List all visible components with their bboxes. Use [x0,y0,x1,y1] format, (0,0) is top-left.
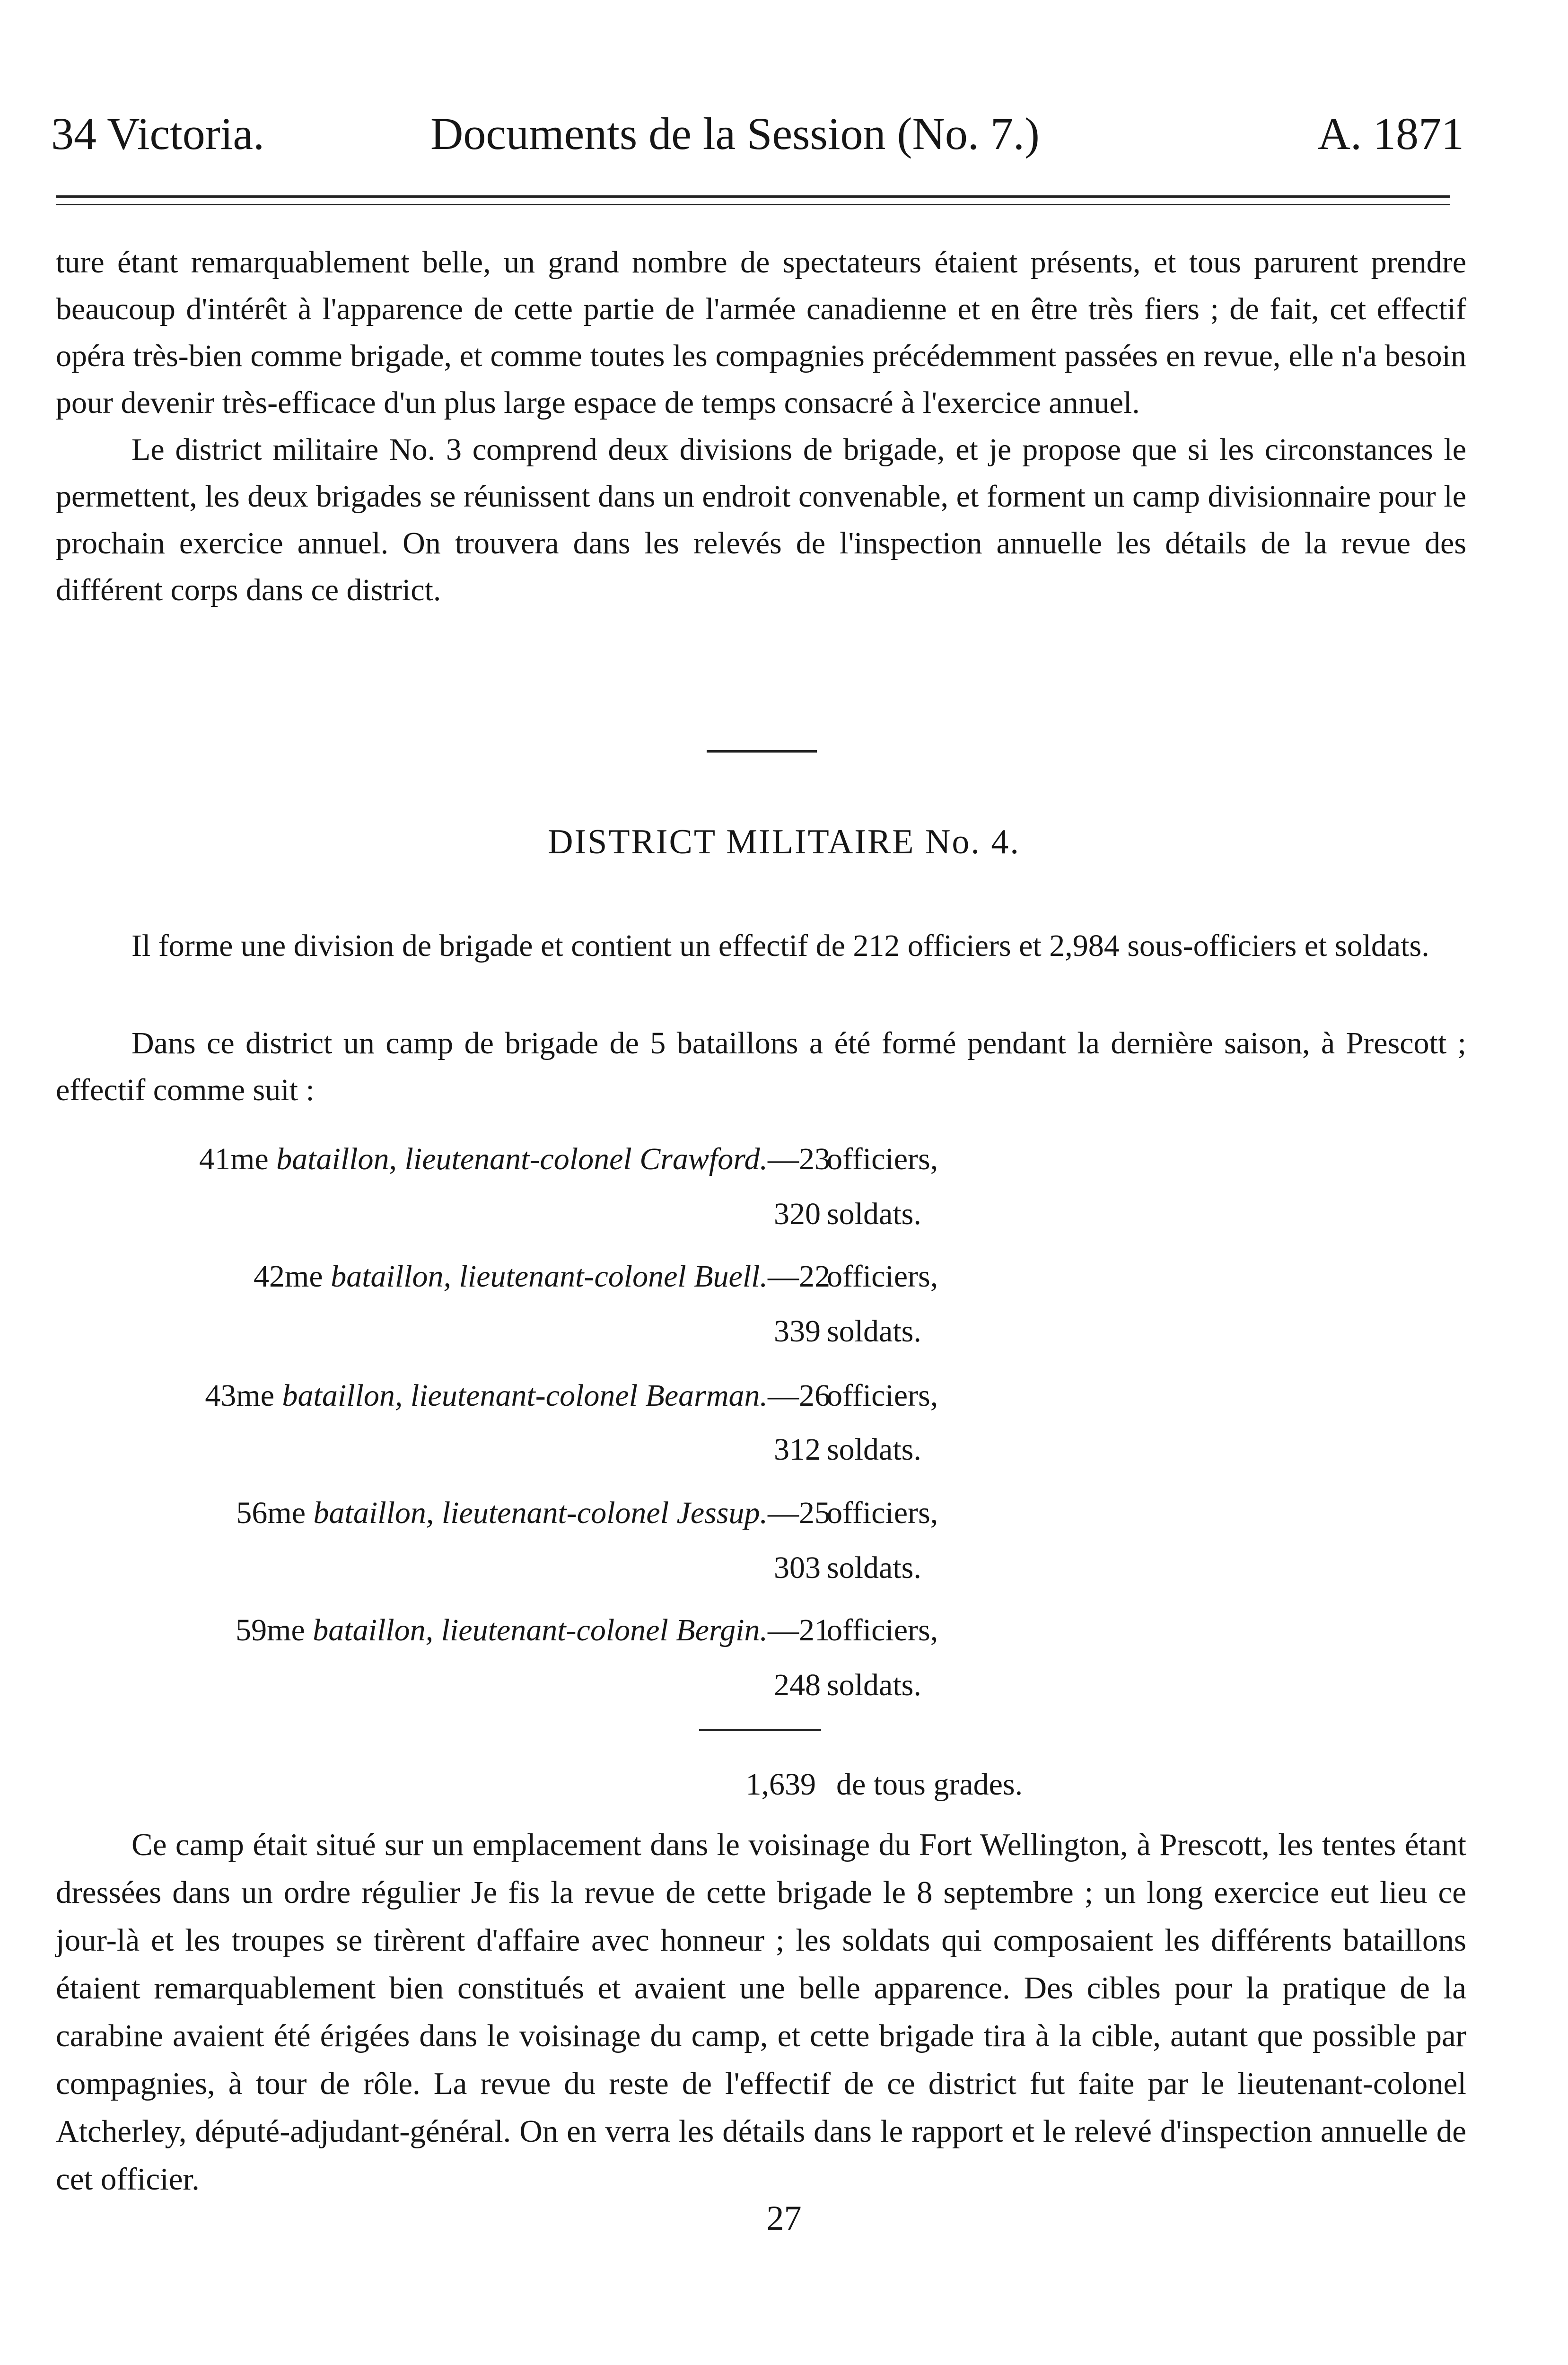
officers-label: officiers, [827,1496,938,1530]
soldiers-label: soldats. [827,1314,921,1349]
battalion-dash: — [768,1378,799,1413]
district4-paragraph-1: Il forme une division de brigade et contient un effectif de 212 officiers et 2,984 sous-officiers et soldats. [131,928,1429,963]
soldiers-label: soldats. [827,1668,921,1702]
header-volume: 34 Victoria. [51,108,265,159]
battalion-officers: 23 [799,1142,830,1176]
battalion-number: 59me [236,1613,305,1647]
battalion-dash: — [768,1142,799,1176]
battalion-entry [236,1498,830,1529]
battalion-name: bataillon, lieutenant-colonel Jessup. [313,1496,768,1530]
officers-label: officiers, [827,1613,938,1647]
officers-label: officiers, [827,1259,938,1294]
battalion-entry [236,1615,830,1646]
total-rule [699,1729,821,1731]
battalion-soldiers: 339 [774,1314,821,1349]
district4-text-2 [56,1020,1466,1113]
header-year: A. 1871 [1317,108,1464,159]
battalion-dash: — [768,1496,799,1530]
battalion-name: bataillon, lieutenant-colonel Buell. [331,1259,768,1294]
total-value: 1,639 [745,1767,816,1802]
battalion-number: 56me [236,1496,306,1530]
battalion-dash: — [768,1613,799,1647]
header-rule-top [56,195,1450,198]
battalion-entry [254,1261,830,1292]
battalion-officers: 21 [799,1613,830,1647]
battalion-officers: 26 [799,1378,830,1413]
district3-paragraph: Le district militaire No. 3 comprend deux divisions de brigade, et je propose que si les circonstances le permettent, les deux brigades se réunissent dans un endroit convenable, et forment un camp divisionnaire pour le prochain exercice annuel. On trouvera dans les relevés de l'inspection annuelle les détails de la revue des différent corps dans ce district. [56,432,1466,607]
soldiers-label: soldats. [827,1432,921,1467]
battalion-number: 42me [254,1259,323,1294]
closing-paragraph: Ce camp était situé sur un emplacement dans le voisinage du Fort Wellington, à Prescott, les tentes étant dressées dans un ordre régulier Je fis la revue de cette brigade le 8 septembre ; un long exercice eut lieu ce jour-là et les troupes se tirèrent d'affaire avec honneur ; les soldats qui composaient les différents bataillons étaient remarquablement bien constitués et avaient une belle apparence. Des cibles pour la pratique de la carabine avaient été érigées dans le voisinage du camp, et cette brigade tira à la cible, autant que possible par compagnies, à tour de rôle. La revue du reste de l'effectif de ce district fut faite par le lieutenant-colonel Atcherley, député-adjudant-général. On en verra les détails dans le rapport et le relevé d'inspection annuelle de cet officier. [56,1827,1466,2197]
intro-paragraph: ture étant remarquablement belle, un grand nombre de spectateurs étaient présents, et tous parurent prendre beaucoup d'intérêt à l'apparence de cette partie de l'armée canadienne et en être très fiers ; de fait, cet effectif opéra très-bien comme brigade, et comme toutes les compagnies précédemment passées en revue, elle n'a besoin pour devenir très-efficace d'un plus large espace de temps consacré à l'exercice annuel. [56,245,1466,420]
battalion-soldiers: 303 [774,1550,821,1585]
officers-label: officiers, [827,1378,938,1413]
battalion-name: bataillon, lieutenant-colonel Bergin. [313,1613,768,1647]
battalion-soldiers: 312 [774,1432,821,1467]
battalion-name: bataillon, lieutenant-colonel Crawford. [276,1142,768,1176]
section-title: DISTRICT MILITAIRE No. 4. [548,823,1020,861]
battalion-entry [199,1144,830,1175]
battalion-entry [205,1380,830,1411]
page-number: 27 [766,2199,802,2238]
officers-label: officiers, [827,1142,938,1176]
header-title: Documents de la Session (No. 7.) [430,108,1040,159]
battalion-officers: 25 [799,1496,830,1530]
opening-text-block [56,239,1466,613]
battalion-soldiers: 320 [774,1197,821,1231]
section-divider [707,750,817,753]
battalion-number: 43me [205,1378,275,1413]
battalion-dash: — [768,1259,799,1294]
district4-text-1 [56,922,1466,969]
soldiers-label: soldats. [827,1197,921,1231]
battalion-officers: 22 [799,1259,830,1294]
battalion-soldiers: 248 [774,1668,821,1702]
district4-paragraph-2: Dans ce district un camp de brigade de 5 bataillons a été formé pendant la dernière saison, à Prescott ; effectif comme suit : [56,1026,1466,1107]
soldiers-label: soldats. [827,1550,921,1585]
battalion-number: 41me [199,1142,269,1176]
total-label: de tous grades. [836,1767,1023,1802]
battalion-name: bataillon, lieutenant-colonel Bearman. [282,1378,768,1413]
header-rule-bottom [56,204,1450,205]
closing-text-block [56,1821,1466,2203]
